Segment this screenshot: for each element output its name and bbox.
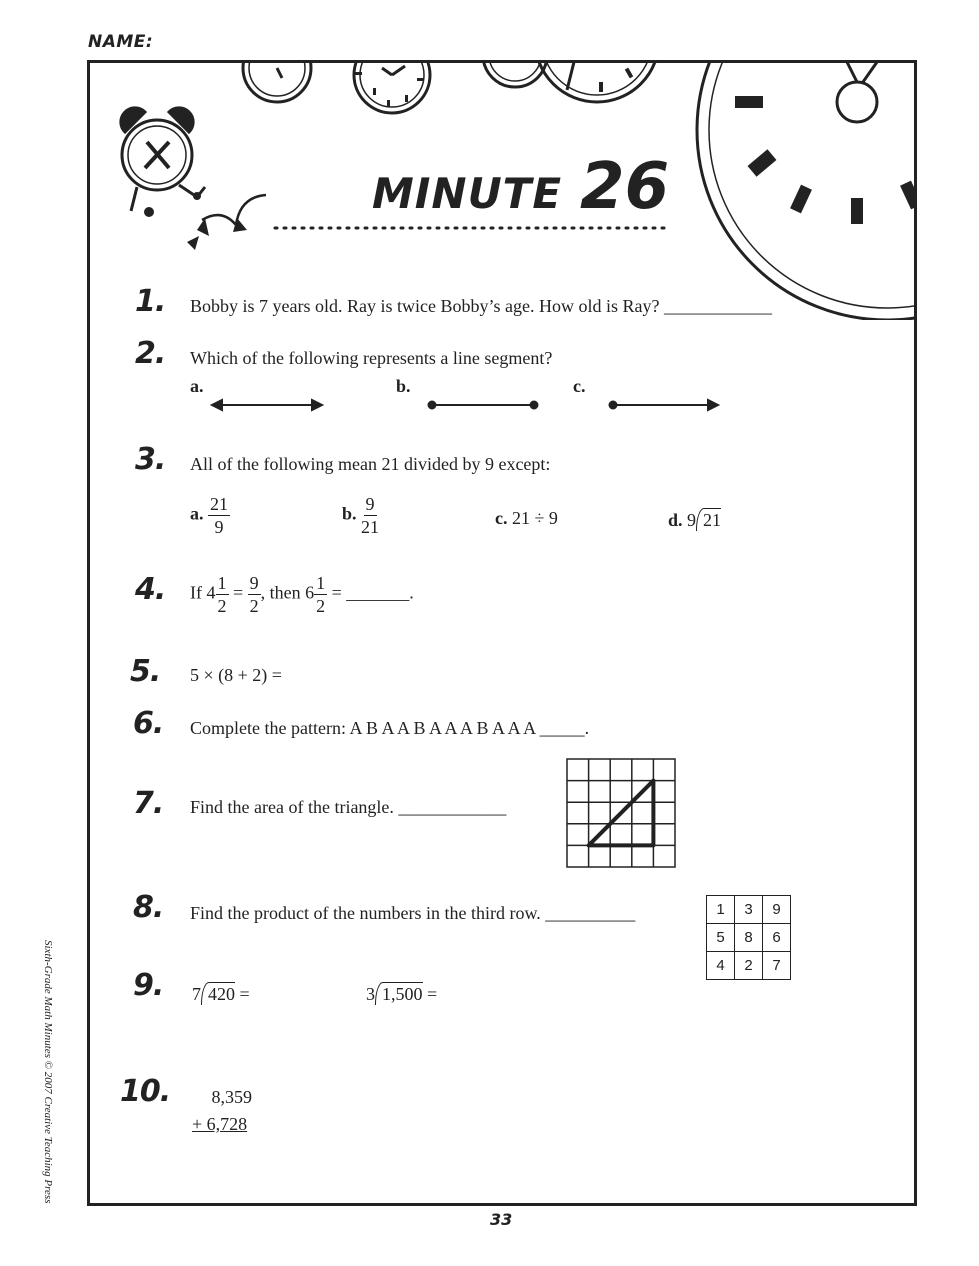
line-diagrams: [210, 395, 730, 415]
long-division: 1,500: [375, 982, 423, 1005]
grid-cell: 3: [735, 896, 763, 924]
title-number: 26: [580, 150, 670, 224]
line-icon: [212, 400, 322, 410]
question-number: 9.: [133, 968, 164, 1003]
option-a-label: a.: [190, 376, 204, 396]
line-segment-icon: [429, 402, 538, 409]
title-word: MINUTE: [372, 169, 563, 218]
question-number: 1.: [135, 284, 166, 319]
grid-cell: 2: [735, 952, 763, 980]
copyright: Sixth-Grade Math Minutes © 2007 Creative Teaching Press: [42, 940, 54, 1204]
question-number: 10.: [120, 1074, 171, 1109]
triangle-grid-diagram: [566, 758, 676, 868]
long-division: 420: [201, 982, 235, 1005]
question-4-text: If 4 $\frac{1}{2}$ = $\frac{9}{2}$ , then 6 $\frac{1}{2}$ = _______.: [190, 573, 414, 616]
triangle-icon: [589, 781, 654, 846]
addition-top: 8,359: [211, 1087, 252, 1107]
grid-row: [707, 952, 791, 980]
long-division: 21: [696, 508, 721, 531]
question-6-text: Complete the pattern: A B A A B A A A B A A A _____.: [190, 718, 590, 738]
question-2-text: Which of the following represents a line segment?: [190, 348, 553, 368]
question-5-text: 5 × (8 + 2) =: [190, 665, 282, 685]
grid-cell: 6: [763, 924, 791, 952]
option-c: c. 21 ÷ 9: [495, 508, 558, 528]
grid-cell: 9: [763, 896, 791, 924]
addition-bottom: + 6,728: [192, 1114, 248, 1134]
division-problem-2: 3 1,500 =: [366, 984, 438, 1004]
question-number: 3.: [135, 442, 166, 477]
grid-cell: 4: [707, 952, 735, 980]
question-1-text: Bobby is 7 years old. Ray is twice Bobby’s age. How old is Ray? ____________: [190, 296, 772, 316]
name-label: NAME:: [88, 32, 154, 52]
option-c-label: c.: [573, 376, 586, 396]
grid-cell: 7: [763, 952, 791, 980]
question-number: 7.: [133, 786, 164, 821]
question-number: 2.: [135, 336, 166, 371]
page-title: [372, 150, 669, 224]
question-number: 4.: [135, 572, 166, 607]
ray-icon: [610, 400, 719, 410]
question-3-text: All of the following mean 21 divided by 9 except:: [190, 454, 551, 474]
option-b: b. $\frac{9}{21}$: [342, 494, 380, 537]
page-number: 33: [490, 1210, 513, 1229]
question-number: 6.: [133, 706, 164, 741]
question-8-text: Find the product of the numbers in the third row. __________: [190, 903, 636, 923]
number-grid: [706, 895, 791, 980]
option-b-label: b.: [396, 376, 411, 396]
grid-row: [707, 896, 791, 924]
grid-row: [707, 924, 791, 952]
division-problem-1: 7 420 =: [192, 984, 250, 1004]
option-d: d. 9 21: [668, 510, 722, 530]
option-a: a. $\frac{21}{9}$: [190, 494, 228, 537]
grid-cell: 5: [707, 924, 735, 952]
question-7-text: Find the area of the triangle. ____________: [190, 797, 507, 817]
grid-cell: 1: [707, 896, 735, 924]
grid-cell: 8: [735, 924, 763, 952]
question-number: 5.: [130, 654, 161, 689]
question-number: 8.: [133, 890, 164, 925]
